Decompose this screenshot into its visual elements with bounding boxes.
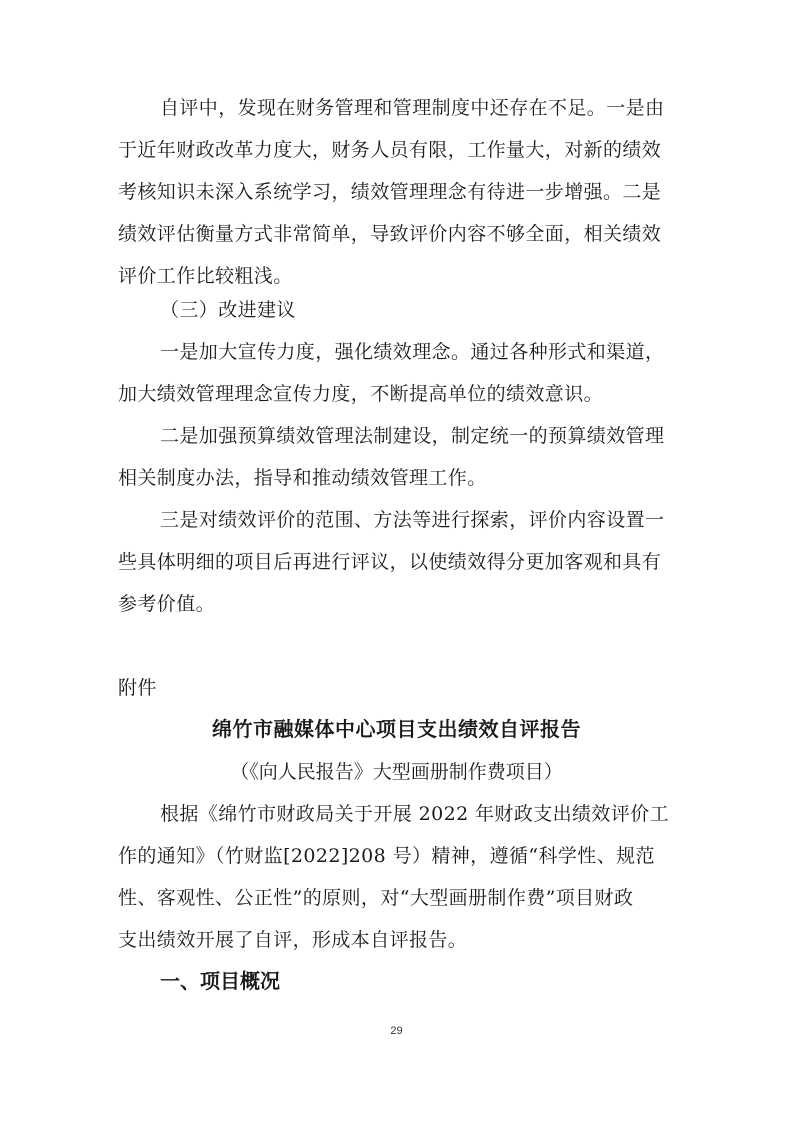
paragraph-line: 支出绩效开展了自评，形成本自评报告。 [118,929,468,951]
attachment-label: 附件 [118,677,157,699]
paragraph-line: 根据《绵竹市财政局关于开展 2022 年财政支出绩效评价工 [160,803,670,825]
paragraph-line: 自评中，发现在财务管理和管理制度中还存在不足。一是由 [160,97,665,119]
paragraph-line: 绩效评估衡量方式非常简单，导致评价内容不够全面，相关绩效 [118,223,662,245]
report-subtitle: （《向人民报告》大型画册制作费项目） [230,761,563,783]
section-heading: （三）改进建议 [160,299,296,321]
section-one-heading: 一、项目概况 [160,969,280,993]
page-number: 29 [390,1025,403,1037]
paragraph-line: 考核知识未深入系统学习，绩效管理理念有待进一步增强。二是 [118,181,662,203]
report-title: 绵竹市融媒体中心项目支出绩效自评报告 [212,717,581,741]
paragraph-line: 作的通知》（竹财监[2022]208 号）精神，遵循“科学性、规范 [118,845,655,867]
paragraph-line: 二是加强预算绩效管理法制建设，制定统一的预算绩效管理 [160,425,665,447]
paragraph-line: 三是对绩效评价的范围、方法等进行探索，评价内容设置一 [160,509,665,531]
paragraph-line: 些具体明细的项目后再进行评议，以使绩效得分更加客观和具有 [118,551,662,573]
paragraph-line: 加大绩效管理理念宣传力度，不断提高单位的绩效意识。 [118,383,604,405]
paragraph-line: 相关制度办法，指导和推动绩效管理工作。 [118,467,487,489]
paragraph-line: 性、客观性、公正性”的原则，对“大型画册制作费”项目财政 [118,887,634,909]
paragraph-line: 评价工作比较粗浅。 [118,265,293,287]
paragraph-line: 参考价值。 [118,593,216,615]
paragraph-line: 于近年财政改革力度大，财务人员有限，工作量大，对新的绩效 [118,139,662,161]
paragraph-line: 一是加大宣传力度，强化绩效理念。通过各种形式和渠道， [160,341,665,363]
